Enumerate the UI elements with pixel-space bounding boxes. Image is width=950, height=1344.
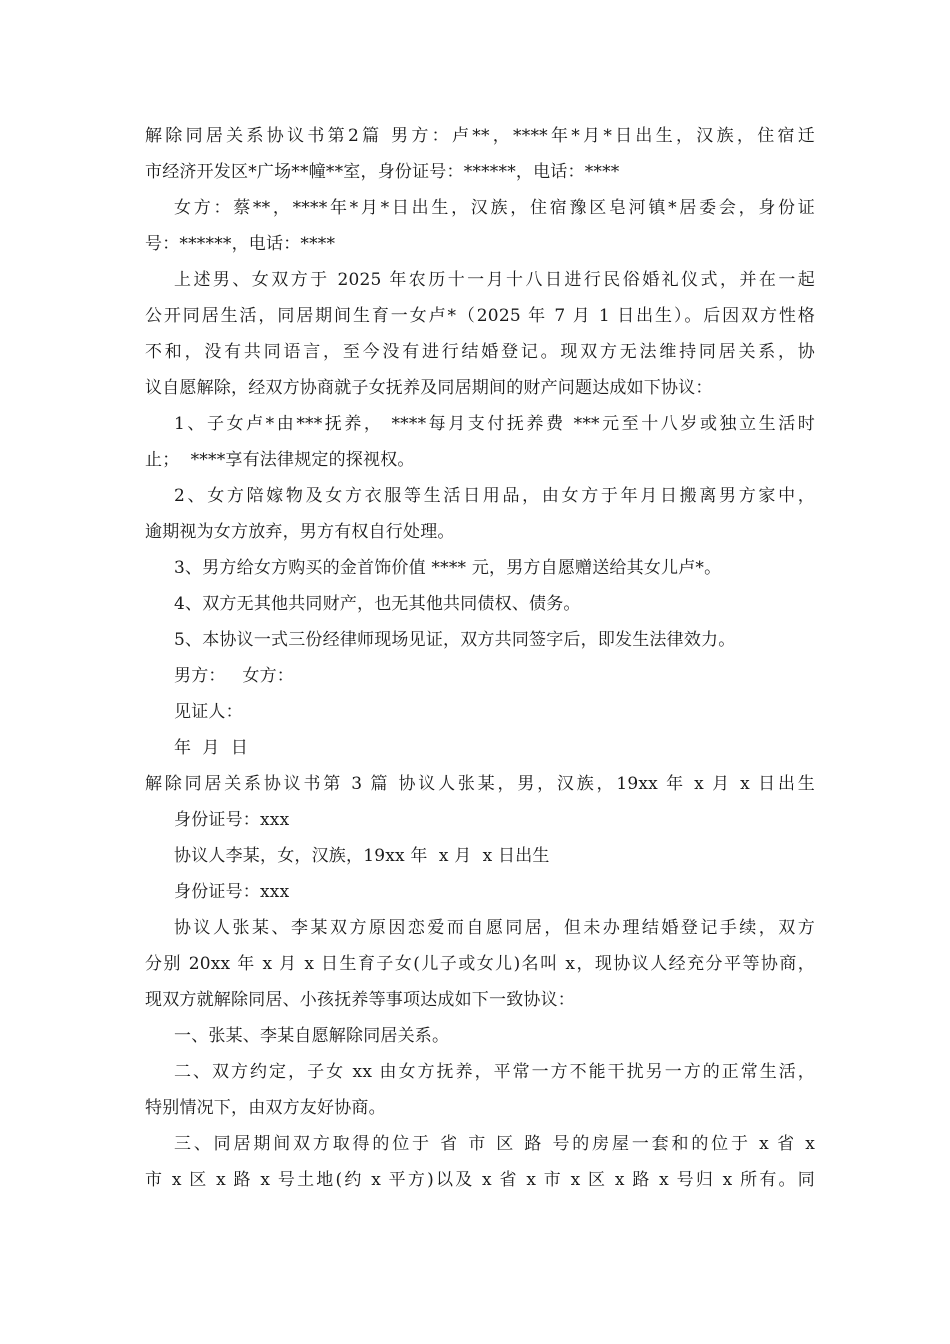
text-line: 上述男、女双方于 2025 年农历十一月十八日进行民俗婚礼仪式，并在一起 [174, 270, 815, 290]
text-line: 解除同居关系协议书第2篇 男方：卢**，****年*月*日出生，汉族，住宿迁 [145, 126, 815, 146]
text-line: 二、双方约定，子女 xx 由女方抚养，平常一方不能干扰另一方的正常生活， [174, 1062, 815, 1082]
text-line: 议自愿解除，经双方协商就子女抚养及同居期间的财产问题达成如下协议： [145, 378, 713, 398]
text-line: 公开同居生活，同居期间生育一女卢*（2025 年 7 月 1 日出生）。后因双方性格 [145, 306, 815, 326]
text-line: 号：******，电话：**** [145, 234, 336, 254]
text-line: 解除同居关系协议书第 3 篇 协议人张某，男，汉族，19xx 年 x 月 x 日出生 [145, 774, 815, 794]
text-line: 逾期视为女方放弃，男方有权自行处理。 [145, 522, 455, 542]
text-line: 2、女方陪嫁物及女方衣服等生活日用品，由女方于年月日搬离男方家中， [174, 486, 815, 506]
text-line: 5、本协议一式三份经律师现场见证，双方共同签字后，即发生法律效力。 [174, 630, 736, 650]
text-line: 三、同居期间双方取得的位于 省 市 区 路 号的房屋一套和的位于 x 省 x [174, 1134, 815, 1154]
text-line: 身份证号：xxx [174, 882, 290, 902]
date-line: 年 月 日 [174, 738, 249, 758]
text-line: 市经济开发区*广场**幢**室，身份证号：******，电话：**** [145, 162, 620, 182]
text-line: 3、男方给女方购买的金首饰价值 **** 元，男方自愿赠送给其女儿卢*。 [174, 558, 722, 578]
text-line: 协议人张某、李某双方原因恋爱而自愿同居，但未办理结婚登记手续，双方 [174, 918, 815, 938]
text-line: 1、子女卢*由***抚养， ****每月支付抚养费 ***元至十八岁或独立生活时 [174, 414, 815, 434]
text-line: 4、双方无其他共同财产，也无其他共同债权、债务。 [174, 594, 581, 614]
witness-line: 见证人： [174, 702, 243, 722]
text-line: 一、张某、李某自愿解除同居关系。 [174, 1026, 450, 1046]
text-line: 女方：蔡**，****年*月*日出生，汉族，住宿豫区皂河镇*居委会，身份证 [174, 198, 815, 218]
text-line: 止； ****享有法律规定的探视权。 [145, 450, 415, 470]
text-line: 协议人李某，女，汉族，19xx 年 x 月 x 日出生 [174, 846, 550, 866]
text-line: 不和，没有共同语言，至今没有进行结婚登记。现双方无法维持同居关系，协 [145, 342, 815, 362]
text-line: 特别情况下，由双方友好协商。 [145, 1098, 386, 1118]
text-line: 分别 20xx 年 x 月 x 日生育子女(儿子或女儿)名叫 x，现协议人经充分平等协商， [145, 954, 815, 974]
signature-line: 男方： 女方： [174, 666, 295, 686]
text-line: 市 x 区 x 路 x 号土地(约 x 平方)以及 x 省 x 市 x 区 x 路 x 号归 x 所有。同 [145, 1170, 815, 1190]
text-line: 身份证号：xxx [174, 810, 290, 830]
text-line: 现双方就解除同居、小孩抚养等事项达成如下一致协议： [145, 990, 575, 1010]
